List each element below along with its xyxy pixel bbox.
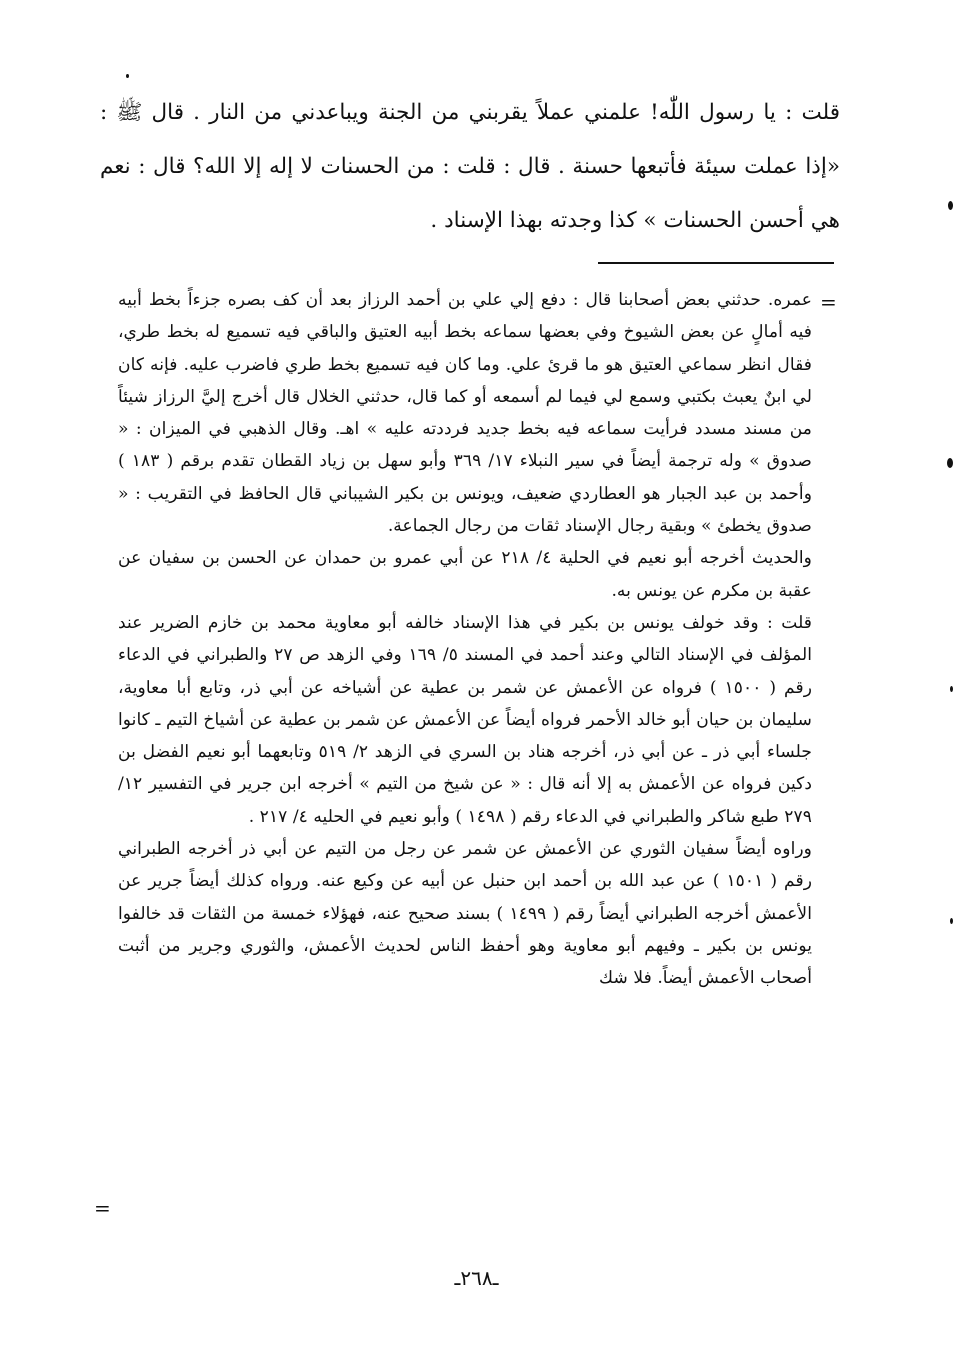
continuation-mark-start: =	[820, 290, 837, 314]
page-number: ـ٢٦٨ـ	[454, 1266, 499, 1290]
footnote-paragraph: قلت : وقد خولف يونس بن بكير في هذا الإسناد خالفه أبو معاوية محمد بن خازم الضرير عند المؤلف في الإسناد التالي وعند أحمد في المسند ٥/ ١٦٩ وفي الزهد ص ٢٧ والطبراني في الدعاء رقم ( ١٥٠٠ ) فرواه عن الأعمش عن شمر بن عطية عن أشياخه عن أبي ذر، وتابع أبا معاوية، سليمان بن حيان أبو خالد الأحمر فرواه أيضاً عن الأعمش عن شمر بن عطية عن أشياخ التيم ـ كانوا جلساء أبي ذر ـ عن أبي ذر، أخرجه هناد بن السري في الزهد ٢/ ٥١٩ وتابعهما أبو نعيم الفضل بن دكين فرواه عن الأعمش به إلا أنه قال : « عن شيخ من التيم » أخرجه ابن جرير في التفسير ١٢/ ٢٧٩ طبع شاكر والطبراني في الدعاء رقم ( ١٤٩٨ ) وأبو نعيم في الحليه ٤/ ٢١٧ .	[118, 612, 812, 827]
continuation-mark-end: =	[94, 1196, 111, 1220]
main-text	[100, 86, 840, 248]
footnote-separator	[598, 262, 834, 264]
scan-speck	[126, 74, 129, 78]
scan-speck	[948, 201, 953, 210]
footnote-paragraph: وراوه أيضاً سفيان الثوري عن الأعمش عن شمر عن رجل من التيم عن أبي ذر أخرجه الطبراني رقم ( ١٥٠١ ) عن عبد الله بن أحمد ابن حنبل عن أبيه عن وكيع عنه. ورواه كذلك أيضاً جرير عن الأعمش أخرجه الطبراني أيضاً رقم ( ١٤٩٩ ) بسند صحيح عنه، فهؤلاء خمسة من الثقات قد خالفوا يونس بن بكير ـ وفيهم أبو معاوية وهو أحفظ الناس لحديث الأعمش، والثوري وجرير من أثبت أصحاب الأعمش أيضاً. فلا شك	[118, 839, 812, 989]
footnote-paragraph: والحديث أخرجه أبو نعيم في الحلية ٤/ ٢١٨ عن أبي عمرو بن حمدان عن الحسن بن سفيان عن عقبة بن مكرم عن يونس به.	[118, 548, 812, 601]
main-paragraph: قلت : يا رسول اللّٰه! علمني عملاً يقربني من الجنة ويباعدني من النار . قال ﷺ : «إذا عملت سيئة فأتبعها حسنة . قال : قلت : من الحسنات لا إله إلا الله؟ قال : نعم هي أحسن الحسنات » كذا وجدته بهذا الإسناد .	[100, 100, 840, 233]
scan-speck	[947, 458, 953, 468]
footnote-block	[118, 284, 812, 995]
footnote-paragraph: عمره. حدثني بعض أصحابنا قال : دفع إلي علي بن أحمد الرزاز بعد أن كف بصره جزءاً بخط أبيه فيه أمالٍ عن بعض الشيوخ وفي بعضها سماعه بخط أبيه العتيق والباقي فيه تسميع له بخط طري، فقال انظر سماعي العتيق هو ما قرئ علي. وما كان فيه تسميع بخط طري فاضرب عليه. فإنه كان لي ابنٌ يعبث بكتبي وسمع لي فيما لم أسمعه أو كما قال، حدثني الخلال قال أخرج إليَّ الرزاز شيئاً من مسند مسدد فرأيت سماعه فيه بخط جديد فرددته عليه » اهـ. وقال الذهبي في الميزان : « صدوق » وله ترجمة أيضاً في سير النبلاء ١٧/ ٣٦٩ وأبو سهل بن زياد القطان تقدم برقم ( ١٨٣ ) وأحمد بن عبد الجبار هو العطاردي ضعيف، ويونس بن بكير الشيباني قال الحافظ في التقريب : « صدوق يخطئ » وبقية رجال الإسناد ثقات من رجال الجماعة.	[118, 290, 812, 537]
